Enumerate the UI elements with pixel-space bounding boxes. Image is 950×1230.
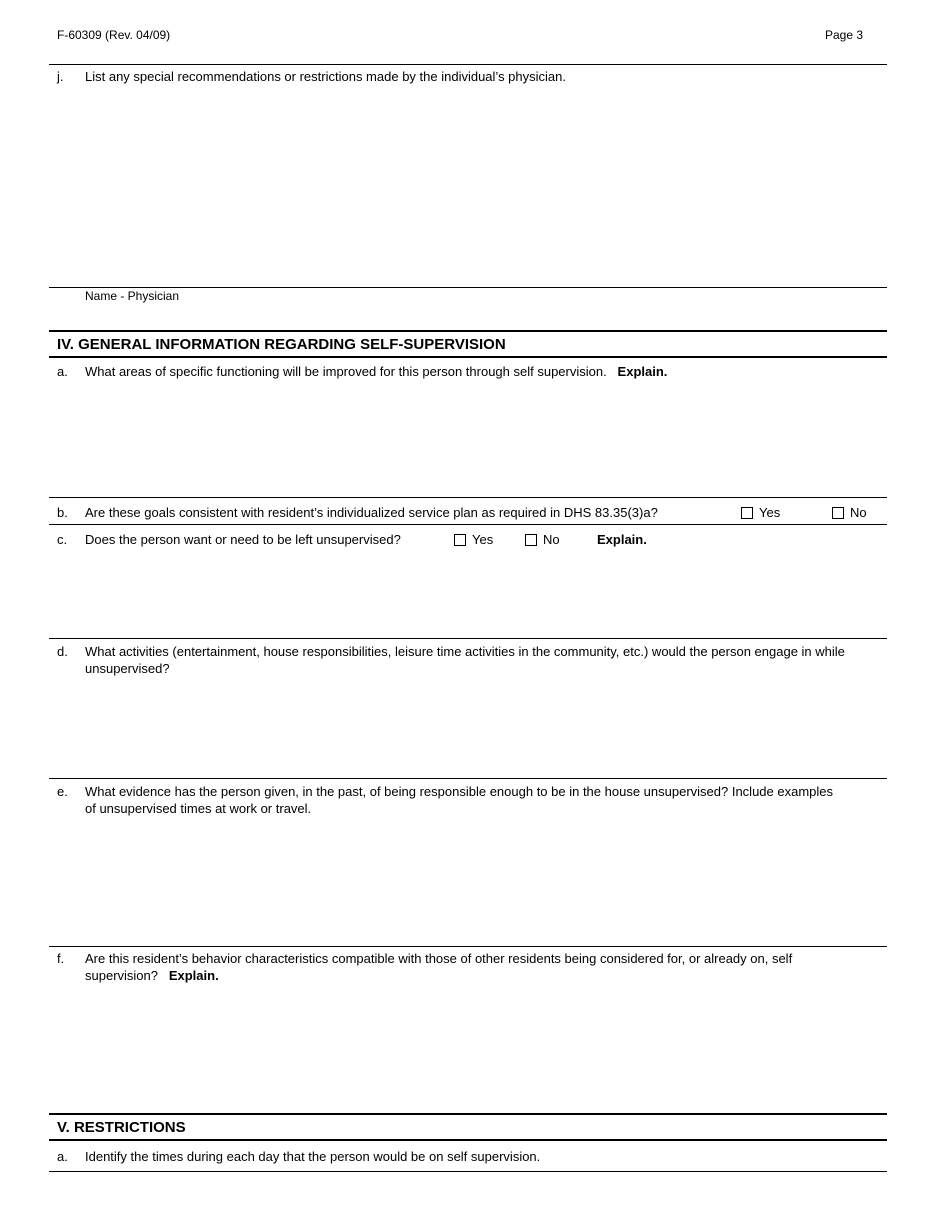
checkbox-square-icon [525,534,537,546]
item-iv-f-answer-area[interactable] [85,988,885,1110]
item-iv-b-no-label: No [850,505,867,520]
section-iv-title: IV. GENERAL INFORMATION REGARDING SELF-SUPERVISION [57,336,506,353]
item-v-a-question: Identify the times during each day that the person would be on self supervision. [85,1149,541,1164]
item-v-a-letter: a. [57,1149,68,1164]
item-iv-b-yes-checkbox[interactable] [741,504,780,521]
section-v-top-rule [49,1113,887,1115]
section-iv-bottom-rule [49,356,887,358]
item-iv-f-letter: f. [57,951,65,966]
item-iv-f-question: Are this resident’s behavior characteristics compatible with those of other residents being considered for, or already on, self supervision? Explain. [85,951,793,983]
item-iv-d-divider [49,778,887,779]
item-j-question: List any special recommendations or restrictions made by the individual’s physician. [85,69,566,84]
form-number: F-60309 (Rev. 04/09) [57,28,171,42]
checkbox-square-icon [454,534,466,546]
item-iv-c-divider [49,638,887,639]
item-iv-c-letter: c. [57,532,68,547]
item-iv-c-no-checkbox[interactable] [525,531,560,548]
item-iv-b-no-checkbox[interactable] [832,504,867,521]
item-iv-a-answer-area[interactable] [85,382,885,496]
item-iv-e-letter: e. [57,784,68,799]
item-v-a-divider [49,1171,887,1172]
physician-name-label: Name - Physician [85,289,180,303]
item-iv-d-letter: d. [57,644,68,659]
section-v-title: V. RESTRICTIONS [57,1119,186,1136]
item-iv-b-yes-label: Yes [759,505,781,520]
item-iv-e-answer-area[interactable] [85,820,885,944]
item-iv-e-divider [49,946,887,947]
item-iv-d-answer-area[interactable] [85,680,885,776]
item-iv-c-yes-checkbox[interactable] [454,531,493,548]
item-iv-c-yes-label: Yes [472,532,494,547]
item-iv-b-letter: b. [57,505,68,520]
checkbox-square-icon [832,507,844,519]
item-iv-a-divider [49,497,887,498]
item-iv-c-no-label: No [543,532,560,547]
item-iv-e-question: What evidence has the person given, in the past, of being responsible enough to be in the house unsupervised? Include examples of unsupervised times at work or travel. [85,784,834,816]
item-j-letter: j. [57,69,64,84]
page-number: Page 3 [825,28,864,42]
header-divider [49,64,887,65]
checkbox-square-icon [741,507,753,519]
item-iv-c-question: Does the person want or need to be left unsupervised? [85,532,401,547]
item-iv-b-question: Are these goals consistent with resident’s individualized service plan as required in DHS 83.35(3)a? [85,505,658,520]
item-iv-a-question: What areas of specific functioning will be improved for this person through self supervision. Explain. [85,364,668,379]
item-iv-c-explain: Explain. [597,532,647,547]
section-iv-top-rule [49,330,887,332]
item-iv-b-divider [49,524,887,525]
item-iv-a-letter: a. [57,364,68,379]
section-v-bottom-rule [49,1139,887,1141]
item-j-answer-area[interactable] [85,86,885,286]
item-iv-a-explain: Explain. [617,364,668,379]
item-iv-f-explain: Explain. [168,968,219,983]
item-iv-c-answer-area[interactable] [85,550,885,636]
item-iv-d-question: What activities (entertainment, house responsibilities, leisure time activities in the community, etc.) would the person engage in while unsupervised? [85,644,845,676]
